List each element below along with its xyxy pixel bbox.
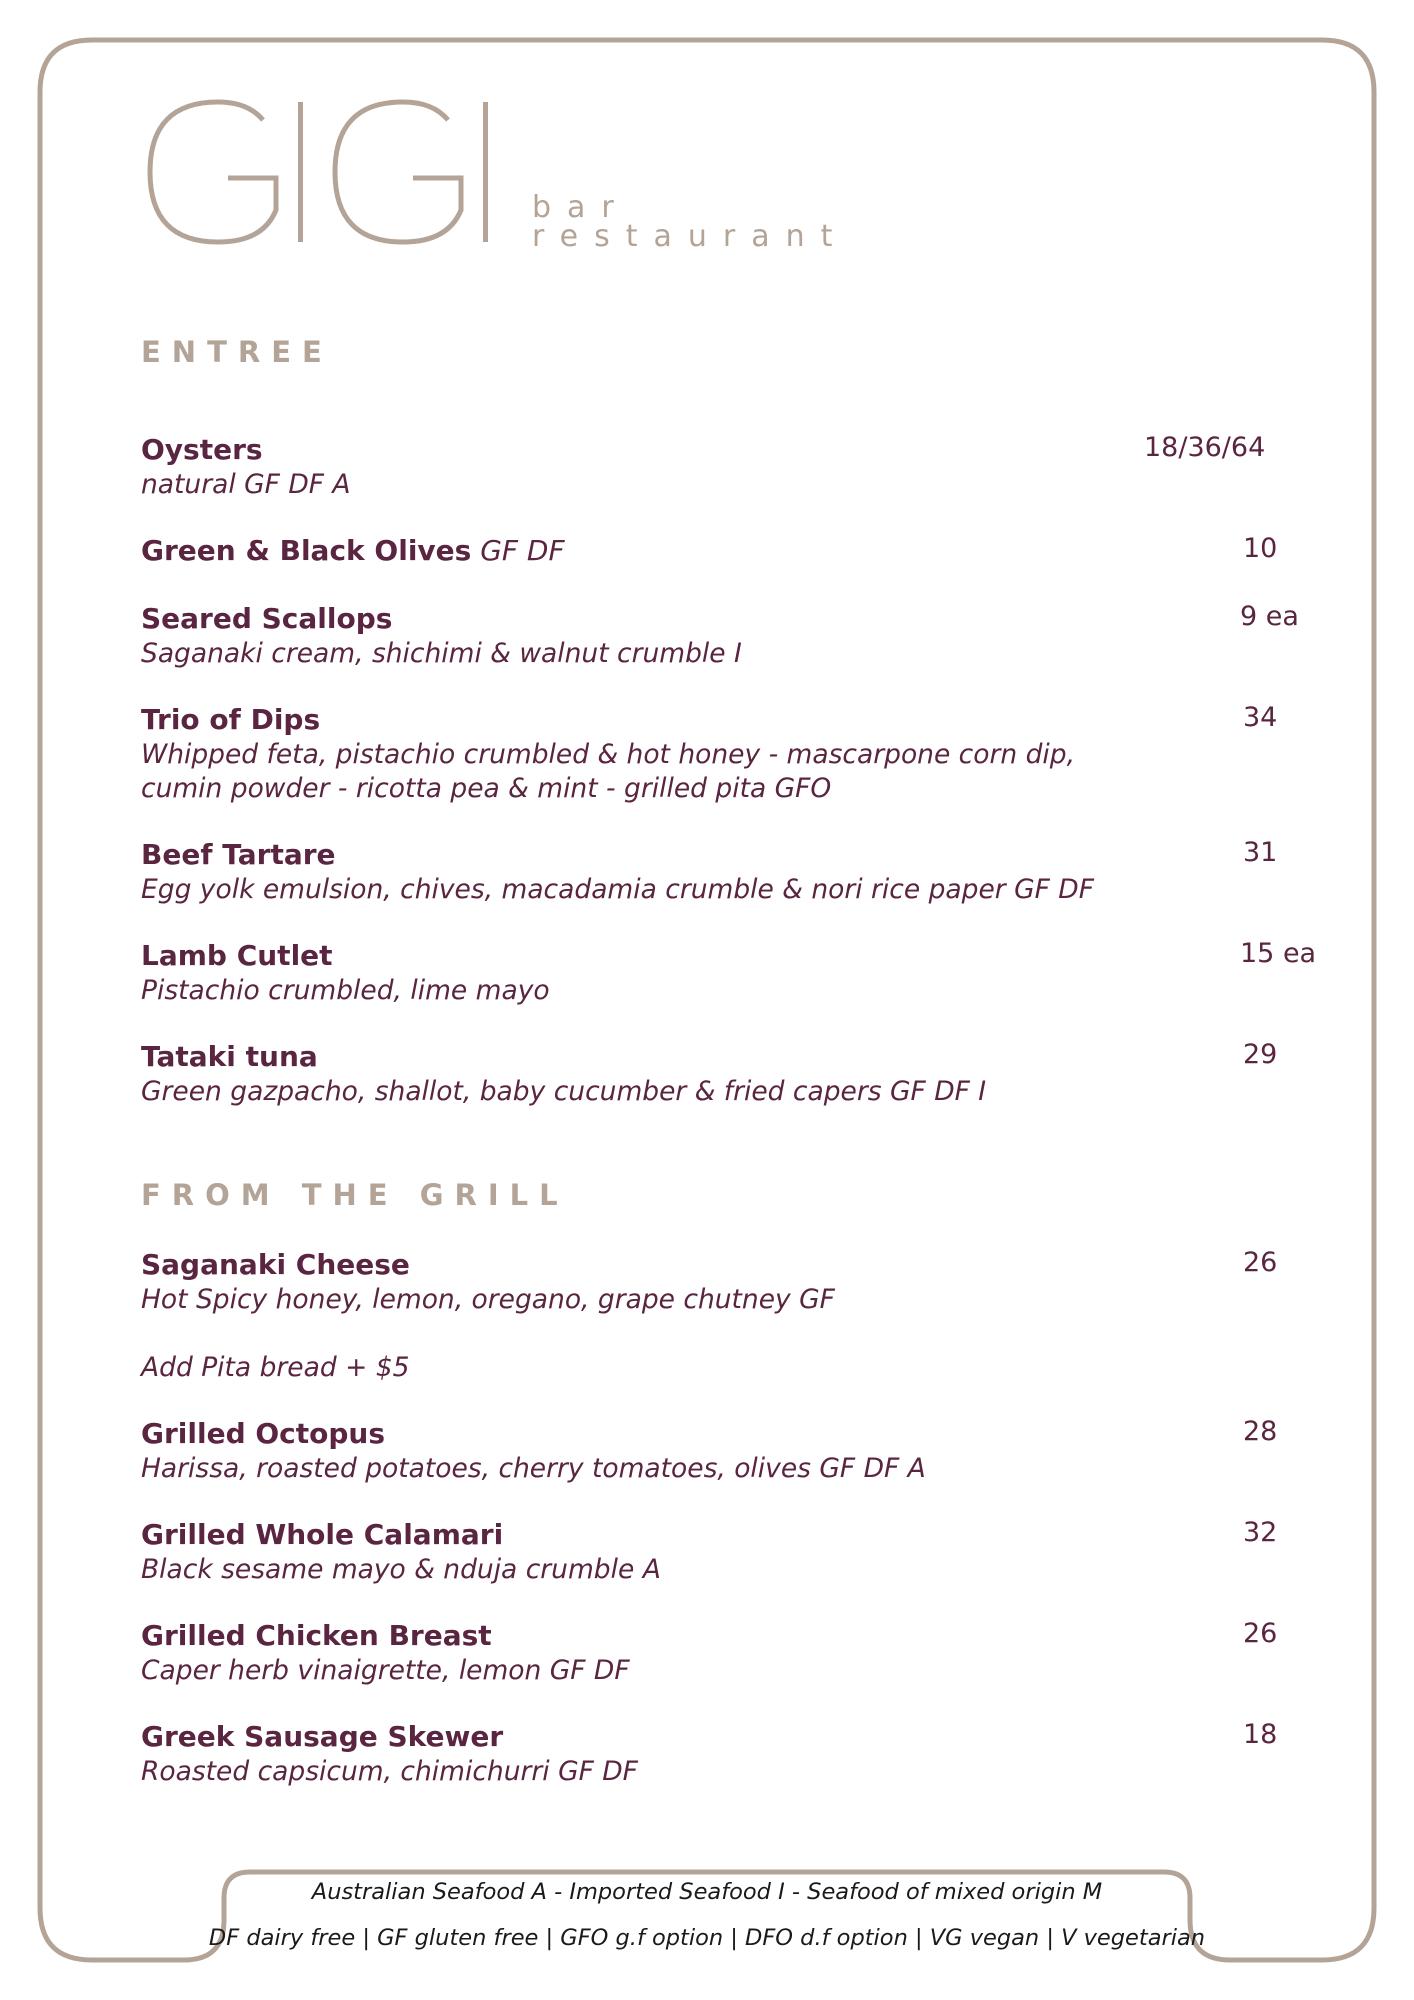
- item-description: Black sesame mayo & nduja crumble A: [141, 1554, 661, 1585]
- menu-item-olives: [141, 533, 1331, 569]
- section-title-entree: ENTREE: [141, 335, 333, 369]
- footer-seafood-legend: Australian Seafood A - Imported Seafood I - Seafood of mixed origin M: [311, 1879, 1103, 1905]
- item-description-line2: cumin powder - ricotta pea & mint - grilled pita GFO: [141, 773, 832, 804]
- item-name: Grilled Chicken Breast: [141, 1619, 492, 1652]
- item-price: 18/36/64: [1144, 432, 1266, 463]
- item-name: Greek Sausage Skewer: [141, 1720, 504, 1753]
- item-price: 15 ea: [1240, 938, 1317, 969]
- item-name: Grilled Whole Calamari: [141, 1518, 504, 1551]
- item-price: 26: [1243, 1247, 1278, 1278]
- item-price: 9 ea: [1240, 601, 1299, 632]
- item-description: natural GF DF A: [141, 469, 351, 500]
- footer-dietary-legend: DF dairy free | GF gluten free | GFO g.f option | DFO d.f option | VG vegan | V vegetarian: [208, 1925, 1206, 1951]
- menu-item-addon-pita: [141, 1351, 1331, 1385]
- item-dietary-tags: GF DF: [471, 534, 565, 567]
- item-description: Caper herb vinaigrette, lemon GF DF: [141, 1655, 630, 1686]
- item-name: Tataki tuna: [141, 1040, 318, 1073]
- item-price: 26: [1243, 1618, 1278, 1649]
- item-price: 28: [1243, 1416, 1278, 1447]
- item-name: Beef Tartare: [141, 838, 336, 871]
- item-price: 18: [1243, 1719, 1278, 1750]
- item-name: Lamb Cutlet: [141, 939, 333, 972]
- item-description: Egg yolk emulsion, chives, macadamia crumble & nori rice paper GF DF: [141, 874, 1094, 905]
- item-addon-note: Add Pita bread + $5: [141, 1352, 410, 1383]
- menu-item-chicken: [141, 1618, 1331, 1688]
- menu-item-lamb-cutlet: [141, 938, 1331, 1008]
- item-name: Green & Black Olives: [141, 534, 472, 567]
- item-price: 31: [1243, 837, 1278, 868]
- item-description: Green gazpacho, shallot, baby cucumber & fried capers GF DF I: [141, 1076, 987, 1107]
- item-price: 10: [1243, 533, 1278, 564]
- item-name: Oysters: [141, 433, 263, 466]
- brand-line-restaurant: restaurant: [532, 219, 849, 254]
- item-name: Seared Scallops: [141, 602, 393, 635]
- item-description: Saganaki cream, shichimi & walnut crumble I: [141, 638, 742, 669]
- menu-item-calamari: [141, 1517, 1331, 1587]
- logo-gigi-mark: [138, 92, 508, 252]
- item-description: Pistachio crumbled, lime mayo: [141, 975, 550, 1006]
- menu-item-octopus: [141, 1416, 1331, 1486]
- item-price: 29: [1243, 1039, 1278, 1070]
- item-price: 34: [1243, 702, 1278, 733]
- item-description: Whipped feta, pistachio crumbled & hot honey - mascarpone corn dip,: [141, 739, 1076, 770]
- menu-item-saganaki: [141, 1247, 1331, 1317]
- menu-item-sausage-skewer: [141, 1719, 1331, 1789]
- item-description: Roasted capsicum, chimichurri GF DF: [141, 1756, 638, 1787]
- menu-item-dips: [141, 702, 1331, 806]
- item-description: Hot Spicy honey, lemon, oregano, grape chutney GF: [141, 1284, 835, 1315]
- item-price: 32: [1243, 1517, 1278, 1548]
- item-description: Harissa, roasted potatoes, cherry tomatoes, olives GF DF A: [141, 1453, 926, 1484]
- menu-item-scallops: [141, 601, 1331, 671]
- brand-line-bar: bar: [532, 190, 630, 225]
- menu-item-tartare: [141, 837, 1331, 907]
- section-title-grill: FROM THE GRILL: [141, 1178, 569, 1212]
- item-name: Grilled Octopus: [141, 1417, 386, 1450]
- menu-item-tataki-tuna: [141, 1039, 1331, 1109]
- item-name: Trio of Dips: [141, 703, 321, 736]
- item-name: Saganaki Cheese: [141, 1248, 410, 1281]
